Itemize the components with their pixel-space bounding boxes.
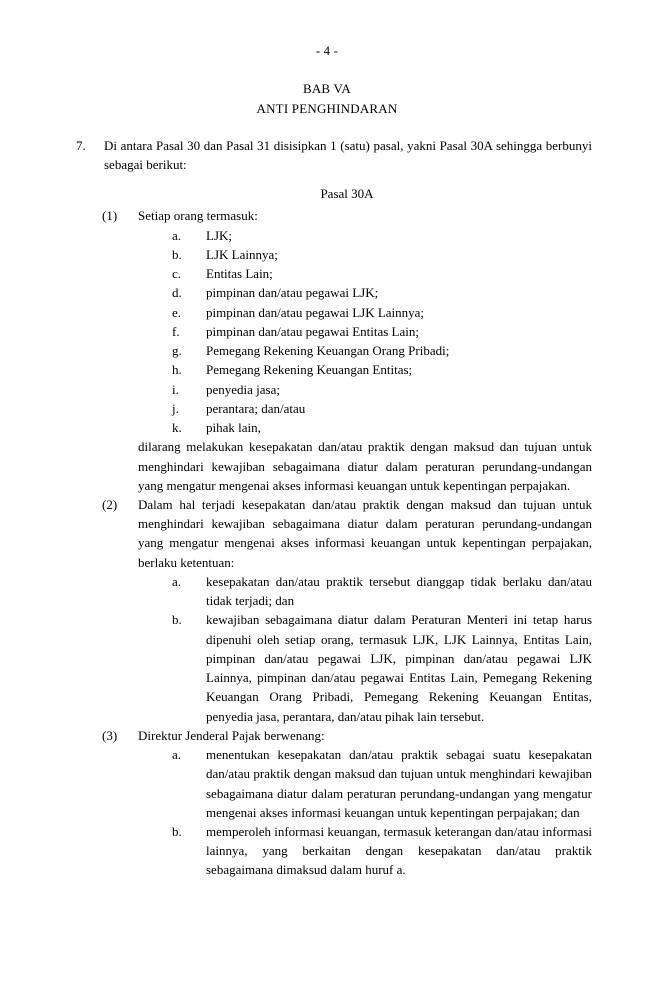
paragraph-number: (2): [102, 496, 118, 512]
paragraph-lead: Setiap orang termasuk:: [138, 208, 258, 224]
list-item-text: menentukan kesepakatan dan/atau praktik sebagai suatu kesepakatan dan/atau praktik dengan maksud dan tujuan untuk menghindari kewajiban sebagaimana diatur dalam peraturan perundang-undangan yang mengatur mengenai akses informasi keuangan untuk kepentingan perpajakan; dan: [206, 747, 592, 820]
list-item-text: penyedia jasa;: [206, 381, 280, 397]
chapter-heading-line2: ANTI PENGHINDARAN: [256, 100, 398, 116]
list-item: [172, 226, 592, 245]
chapter-heading-line1: BAB VA: [302, 81, 352, 96]
list-item-text: memperoleh informasi keuangan, termasuk keterangan dan/atau informasi lainnya, yang berkaitan dengan kesepakatan dan/atau praktik sebagaimana dimaksud dalam huruf a.: [206, 823, 592, 878]
article-title: Pasal 30A: [320, 186, 374, 202]
list-item: [172, 245, 592, 264]
list-item: [172, 822, 592, 880]
list-item-text: pimpinan dan/atau pegawai LJK Lainnya;: [206, 304, 425, 320]
clause-number: 7.: [76, 138, 86, 153]
list-item-text: kewajiban sebagaimana diatur dalam Peraturan Menteri ini tetap harus dipenuhi oleh setiap orang, termasuk LJK, LJK Lainnya, Entitas Lain, pimpinan dan/atau pegawai LJK, pimpinan dan/atau pegawai LJK Lainnya, pimpinan dan/atau pegawai Entitas Lain, Pemegang Rekening Keuangan Orang Pribadi, Pemegang Rekening Keuangan Entitas, penyedia jasa, perantara, dan/atau pihak lain tersebut.: [206, 612, 592, 724]
clause-text: Di antara Pasal 30 dan Pasal 31 disisipkan 1 (satu) pasal, yakni Pasal 30A sehingga berbunyi sebagai berikut:: [104, 138, 592, 173]
list-item: [172, 418, 592, 437]
clause-7: [62, 136, 592, 174]
paragraph-2: [102, 495, 592, 726]
list-item-text: Pemegang Rekening Keuangan Entitas;: [206, 362, 413, 378]
list-item-text: pimpinan dan/atau pegawai Entitas Lain;: [206, 323, 419, 339]
list-item-letter: a.: [172, 573, 182, 589]
list-item: [172, 572, 592, 610]
list-item: [172, 745, 592, 822]
list-item-letter: k.: [172, 420, 182, 436]
paragraph-number: (1): [102, 208, 118, 224]
list-item-text: Pemegang Rekening Keuangan Orang Pribadi;: [206, 343, 450, 359]
list-item: [172, 399, 592, 418]
list-item: [172, 360, 592, 379]
paragraph-number: (3): [102, 727, 118, 743]
list-item-text: pimpinan dan/atau pegawai LJK;: [206, 285, 379, 301]
paragraph-1: [102, 206, 592, 495]
list-item-letter: g.: [172, 343, 182, 359]
list-item-text: Entitas Lain;: [206, 266, 273, 282]
list-item-letter: i.: [172, 381, 179, 397]
paragraph-3: [102, 726, 592, 880]
paragraph-body: [138, 495, 592, 726]
list-item: [172, 341, 592, 360]
list-item-letter: b.: [172, 823, 182, 839]
list-item: [172, 610, 592, 725]
list-item-letter: d.: [172, 285, 182, 301]
list-item-text: LJK;: [206, 227, 232, 243]
paragraph-tail: dilarang melakukan kesepakatan dan/atau praktik dengan maksud dan tujuan untuk menghindari kewajiban sebagaimana diatur dalam peraturan perundang-undangan yang mengatur mengenai akses informasi keuangan untuk kepentingan perpajakan.: [138, 439, 592, 493]
paragraph-body: [138, 206, 592, 495]
list-item-text: pihak lain,: [206, 420, 261, 436]
list-item-text: perantara; dan/atau: [206, 400, 306, 416]
page-number: - 4 -: [315, 44, 339, 58]
list-item: [172, 303, 592, 322]
list-item-letter: j.: [172, 400, 179, 416]
list-item-letter: a.: [172, 747, 182, 763]
paragraph-body: [138, 726, 592, 880]
list-item-text: kesepakatan dan/atau praktik tersebut dianggap tidak berlaku dan/atau tidak terjadi; dan: [206, 573, 592, 609]
list-item-letter: a.: [172, 227, 182, 243]
list-item: [172, 283, 592, 302]
list-item-letter: b.: [172, 246, 182, 262]
list-item-letter: c.: [172, 266, 182, 282]
list-item: [172, 264, 592, 283]
list-item-text: LJK Lainnya;: [206, 246, 278, 262]
list-item-letter: e.: [172, 304, 182, 320]
list-item: [172, 322, 592, 341]
paragraph-lead: Direktur Jenderal Pajak berwenang:: [138, 727, 325, 743]
list-item-letter: f.: [172, 323, 180, 339]
list-item-letter: h.: [172, 362, 182, 378]
chapter-heading: [62, 79, 592, 118]
list-item-letter: b.: [172, 612, 182, 628]
list-item: [172, 380, 592, 399]
paragraph-lead: Dalam hal terjadi kesepakatan dan/atau praktik dengan maksud dan tujuan untuk menghindari kewajiban sebagaimana diatur dalam peraturan perundang-undangan yang mengatur mengenai akses informasi keuangan untuk kepentingan perpajakan, berlaku ketentuan:: [138, 496, 592, 570]
